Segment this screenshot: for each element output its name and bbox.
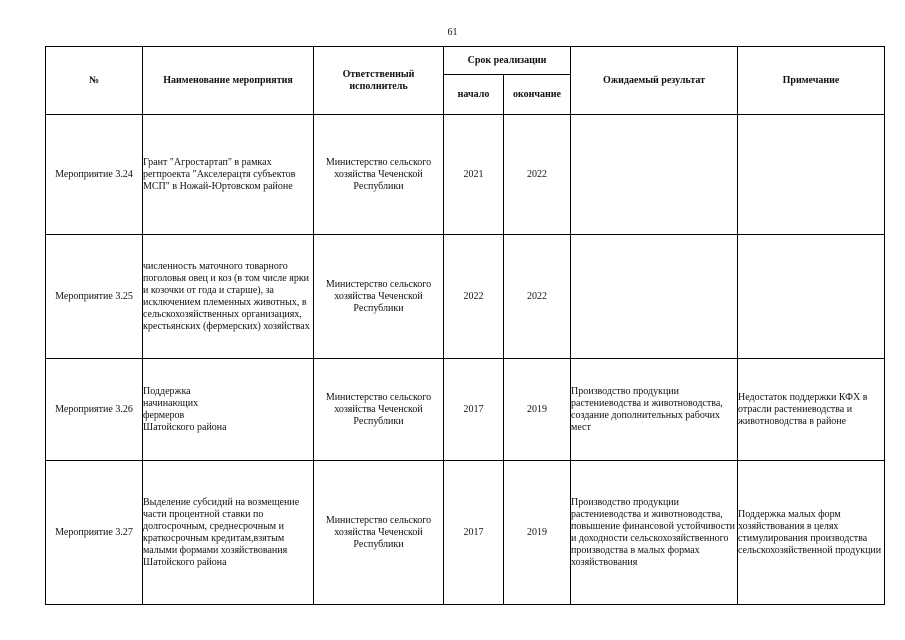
row-name-line: Поддержка <box>143 385 191 397</box>
row-end: 2019 <box>504 359 571 461</box>
measures-table <box>45 46 885 605</box>
row-note <box>738 115 885 235</box>
row-num: Мероприятие 3.27 <box>46 461 143 605</box>
row-executor: Министерство сельского хозяйства Чеченской Республики <box>314 359 444 461</box>
table-row <box>46 235 885 359</box>
row-result <box>571 115 738 235</box>
row-end: 2019 <box>504 461 571 605</box>
header-end: окончание <box>504 75 571 115</box>
row-start: 2017 <box>444 461 504 605</box>
row-name: Грант "Агростартап" в рамках регпроекта "Акселерацтя субъектов МСП" в Ножай-Юртовском районе <box>143 115 314 235</box>
row-start: 2022 <box>444 235 504 359</box>
header-num: № <box>46 47 143 115</box>
row-name: численность маточного товарного поголовья овец и коз (в том числе ярки и козочки от года и старше), за исключением племенных животных, в сельскохозяйственных организациях, крестьянских (фермерских) хозяйствах <box>143 260 310 332</box>
table-row <box>46 115 885 235</box>
table-row <box>46 461 885 605</box>
row-name-cell <box>143 235 314 359</box>
row-result: Производство продукции растениеводства и животноводства, создание дополнительных рабочих мест <box>571 359 738 461</box>
row-note: Поддержка малых форм хозяйствования в целях стимулирования производства сельскохозяйственной продукции <box>738 461 885 605</box>
row-note: Недостаток поддержки КФХ в отрасли растениеводства и животноводства в районе <box>738 359 885 461</box>
header-result: Ожидаемый результат <box>571 47 738 115</box>
row-executor: Министерство сельского хозяйства Чеченской Республики <box>314 235 444 359</box>
row-name-line: начинающих <box>143 397 199 409</box>
row-num: Мероприятие 3.24 <box>46 115 143 235</box>
table-row <box>46 359 885 461</box>
header-name: Наименование мероприятия <box>143 47 314 115</box>
row-name: Выделение субсидий на возмещение части процентной ставки по долгосрочным, среднесрочным и краткосрочным кредитам,взятым малыми формами хозяйствования Шатойского района <box>143 461 314 605</box>
row-start: 2017 <box>444 359 504 461</box>
header-start: начало <box>444 75 504 115</box>
row-executor: Министерство сельского хозяйства Чеченской Республики <box>314 461 444 605</box>
row-name-line: Шатойского района <box>143 421 227 433</box>
row-end: 2022 <box>504 115 571 235</box>
header-note: Примечание <box>738 47 885 115</box>
row-name-clip <box>143 237 313 357</box>
page-number: 61 <box>447 27 458 38</box>
row-start: 2021 <box>444 115 504 235</box>
row-num: Мероприятие 3.26 <box>46 359 143 461</box>
row-num: Мероприятие 3.25 <box>46 235 143 359</box>
row-executor: Министерство сельского хозяйства Чеченской Республики <box>314 115 444 235</box>
table-header <box>46 47 885 115</box>
header-period: Срок реализации <box>444 47 571 75</box>
row-name-line: фермеров <box>143 409 185 421</box>
header-executor: Ответственный исполнитель <box>314 47 444 115</box>
row-result <box>571 235 738 359</box>
row-end: 2022 <box>504 235 571 359</box>
row-name-cell <box>143 359 314 461</box>
row-result: Производство продукции растениеводства и животноводства, повышение финансовой устойчивости и доходности сельскохозяйственного производства в малых формах хозяйствования <box>571 461 738 605</box>
row-note <box>738 235 885 359</box>
